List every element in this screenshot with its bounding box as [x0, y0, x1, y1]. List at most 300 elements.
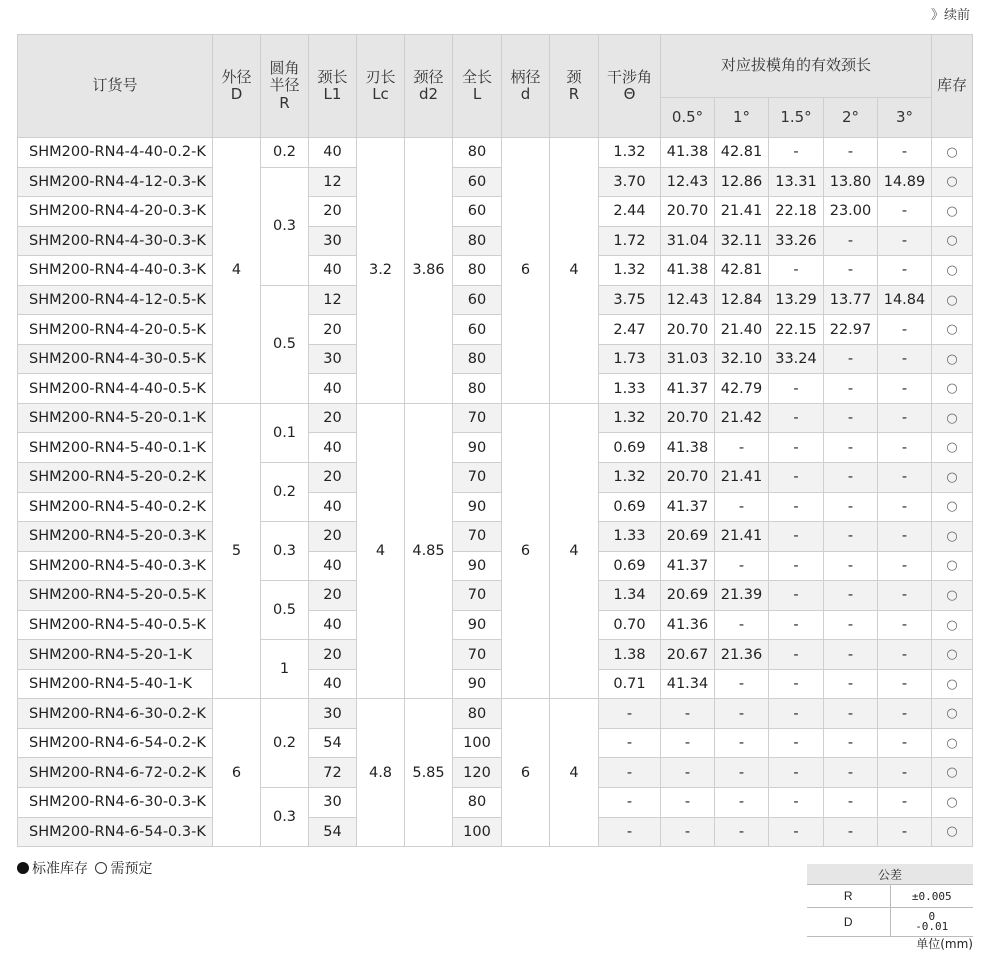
draft-length: 20.70	[661, 403, 715, 433]
table-row	[18, 138, 973, 168]
draft-length: -	[824, 817, 878, 847]
interference-angle: 1.34	[599, 581, 661, 611]
draft-length: 41.38	[661, 433, 715, 463]
corner-radius: 0.3	[261, 522, 309, 581]
interference-angle: -	[599, 699, 661, 729]
tolerance-value-r: ±0.005	[890, 885, 973, 908]
interference-angle: -	[599, 817, 661, 847]
draft-length: -	[878, 315, 932, 345]
overall-length: 100	[453, 817, 502, 847]
table-row	[18, 758, 973, 788]
draft-length: 21.42	[715, 403, 769, 433]
draft-length: -	[824, 226, 878, 256]
stock-status: ○	[932, 817, 973, 847]
order-code: SHM200-RN4-5-40-0.5-K	[18, 610, 213, 640]
draft-length: -	[769, 788, 824, 818]
draft-length: -	[878, 669, 932, 699]
neck-length: 20	[309, 581, 357, 611]
header-outer-diameter: 外径 D	[213, 35, 261, 138]
draft-length: -	[824, 256, 878, 286]
draft-length: -	[769, 669, 824, 699]
order-code: SHM200-RN4-4-40-0.2-K	[18, 138, 213, 168]
order-code: SHM200-RN4-5-40-1-K	[18, 669, 213, 699]
corner-radius: 0.1	[261, 403, 309, 462]
draft-length: -	[878, 197, 932, 227]
draft-length: -	[715, 433, 769, 463]
draft-length: -	[769, 433, 824, 463]
order-code: SHM200-RN4-4-40-0.3-K	[18, 256, 213, 286]
corner-radius: 1	[261, 640, 309, 699]
neck-length: 40	[309, 433, 357, 463]
draft-length: -	[824, 758, 878, 788]
draft-length: -	[824, 522, 878, 552]
overall-length: 80	[453, 138, 502, 168]
draft-length: 13.80	[824, 167, 878, 197]
neck-length: 12	[309, 285, 357, 315]
table-row	[18, 640, 973, 670]
table-row	[18, 522, 973, 552]
draft-length: 32.10	[715, 344, 769, 374]
draft-length: -	[878, 256, 932, 286]
draft-length: 21.40	[715, 315, 769, 345]
interference-angle: 1.32	[599, 403, 661, 433]
draft-length: -	[878, 610, 932, 640]
stock-status: ○	[932, 256, 973, 286]
tolerance-key-r: R	[807, 885, 890, 908]
table-row	[18, 551, 973, 581]
overall-length: 90	[453, 610, 502, 640]
draft-length: 12.86	[715, 167, 769, 197]
draft-length: -	[878, 788, 932, 818]
draft-length: -	[878, 551, 932, 581]
stock-status: ○	[932, 758, 973, 788]
overall-length: 90	[453, 492, 502, 522]
draft-length: -	[878, 817, 932, 847]
neck-length: 40	[309, 138, 357, 168]
draft-length: -	[769, 138, 824, 168]
overall-length: 90	[453, 433, 502, 463]
draft-length: 41.37	[661, 374, 715, 404]
draft-length: -	[878, 433, 932, 463]
overall-length: 100	[453, 728, 502, 758]
tolerance-upper: 0	[928, 909, 936, 923]
product-spec-table	[17, 34, 973, 847]
overall-length: 70	[453, 403, 502, 433]
neck-length: 20	[309, 315, 357, 345]
interference-angle: -	[599, 788, 661, 818]
order-code: SHM200-RN4-5-20-0.3-K	[18, 522, 213, 552]
interference-angle: 1.32	[599, 463, 661, 493]
stock-status: ○	[932, 433, 973, 463]
interference-angle: 1.32	[599, 138, 661, 168]
draft-length: 22.15	[769, 315, 824, 345]
draft-length: -	[824, 374, 878, 404]
order-code: SHM200-RN4-4-20-0.3-K	[18, 197, 213, 227]
draft-length: 31.03	[661, 344, 715, 374]
stock-status: ○	[932, 138, 973, 168]
shank-diameter: 6	[502, 699, 550, 847]
unit-label: 单位(mm)	[916, 937, 973, 951]
neck-diameter: 4.85	[405, 403, 453, 698]
stock-status: ○	[932, 374, 973, 404]
stock-status: ○	[932, 581, 973, 611]
overall-length: 60	[453, 315, 502, 345]
draft-length: 41.37	[661, 551, 715, 581]
table-row	[18, 315, 973, 345]
draft-length: 41.38	[661, 138, 715, 168]
draft-length: 21.36	[715, 640, 769, 670]
draft-length: -	[715, 699, 769, 729]
draft-length: 14.84	[878, 285, 932, 315]
draft-length: -	[824, 463, 878, 493]
interference-angle: 0.69	[599, 492, 661, 522]
overall-length: 90	[453, 551, 502, 581]
stock-status: ○	[932, 788, 973, 818]
overall-length: 80	[453, 226, 502, 256]
order-code: SHM200-RN4-4-12-0.5-K	[18, 285, 213, 315]
interference-angle: 0.71	[599, 669, 661, 699]
draft-length: -	[824, 699, 878, 729]
neck-length: 20	[309, 463, 357, 493]
neck-length: 30	[309, 699, 357, 729]
table-row	[18, 167, 973, 197]
draft-length: -	[769, 374, 824, 404]
draft-length: -	[715, 788, 769, 818]
overall-length: 80	[453, 699, 502, 729]
neck-diameter: 5.85	[405, 699, 453, 847]
neck-radius: 4	[550, 138, 599, 404]
draft-length: -	[878, 138, 932, 168]
stock-status: ○	[932, 226, 973, 256]
overall-length: 120	[453, 758, 502, 788]
table-row	[18, 610, 973, 640]
draft-length: -	[878, 226, 932, 256]
draft-length: 20.67	[661, 640, 715, 670]
draft-length: 42.81	[715, 138, 769, 168]
table-row	[18, 788, 973, 818]
table-row	[18, 285, 973, 315]
draft-length: -	[715, 610, 769, 640]
draft-length: 42.79	[715, 374, 769, 404]
interference-angle: 1.33	[599, 522, 661, 552]
draft-length: -	[661, 758, 715, 788]
draft-length: 21.41	[715, 522, 769, 552]
draft-length: 12.84	[715, 285, 769, 315]
draft-length: 12.43	[661, 167, 715, 197]
stock-status: ○	[932, 197, 973, 227]
corner-radius: 0.5	[261, 285, 309, 403]
draft-length: -	[769, 492, 824, 522]
draft-length: 20.70	[661, 315, 715, 345]
order-code: SHM200-RN4-5-40-0.1-K	[18, 433, 213, 463]
draft-length: -	[878, 492, 932, 522]
order-code: SHM200-RN4-5-40-0.3-K	[18, 551, 213, 581]
neck-length: 30	[309, 788, 357, 818]
draft-length: 21.41	[715, 463, 769, 493]
tolerance-key-d: D	[807, 908, 890, 937]
interference-angle: 3.75	[599, 285, 661, 315]
overall-length: 60	[453, 197, 502, 227]
header-draft-angle: 2°	[824, 98, 878, 138]
draft-length: 20.69	[661, 522, 715, 552]
draft-length: -	[878, 403, 932, 433]
table-row	[18, 581, 973, 611]
interference-angle: -	[599, 758, 661, 788]
draft-length: 32.11	[715, 226, 769, 256]
draft-length: -	[769, 640, 824, 670]
draft-length: 20.69	[661, 581, 715, 611]
header-shank-diameter: 柄径 d	[502, 35, 550, 138]
neck-length: 12	[309, 167, 357, 197]
overall-length: 70	[453, 463, 502, 493]
draft-length: -	[878, 344, 932, 374]
draft-length: -	[878, 640, 932, 670]
stock-legend	[17, 858, 152, 878]
draft-length: -	[824, 551, 878, 581]
order-code: SHM200-RN4-4-30-0.5-K	[18, 344, 213, 374]
continued-label: 》续前	[930, 8, 970, 23]
draft-length: 14.89	[878, 167, 932, 197]
outer-diameter: 6	[213, 699, 261, 847]
draft-length: 12.43	[661, 285, 715, 315]
draft-length: 41.34	[661, 669, 715, 699]
draft-length: -	[715, 551, 769, 581]
draft-length: -	[769, 610, 824, 640]
overall-length: 80	[453, 344, 502, 374]
draft-length: 22.97	[824, 315, 878, 345]
corner-radius: 0.3	[261, 167, 309, 285]
outer-diameter: 5	[213, 403, 261, 698]
draft-length: -	[661, 699, 715, 729]
tolerance-value-d	[890, 908, 973, 937]
table-row	[18, 728, 973, 758]
order-code: SHM200-RN4-6-72-0.2-K	[18, 758, 213, 788]
draft-length: 41.36	[661, 610, 715, 640]
neck-length: 72	[309, 758, 357, 788]
header-flute-length: 刃长 Lc	[357, 35, 405, 138]
stock-status: ○	[932, 551, 973, 581]
draft-length: -	[878, 699, 932, 729]
stock-status: ○	[932, 344, 973, 374]
corner-radius: 0.5	[261, 581, 309, 640]
stock-status: ○	[932, 463, 973, 493]
draft-length: -	[769, 728, 824, 758]
overall-length: 60	[453, 285, 502, 315]
table-row	[18, 699, 973, 729]
open-circle-icon	[95, 862, 107, 874]
legend-standard-stock: 标准库存	[32, 861, 88, 877]
draft-length: 42.81	[715, 256, 769, 286]
draft-length: -	[715, 492, 769, 522]
neck-radius: 4	[550, 403, 599, 698]
stock-status: ○	[932, 610, 973, 640]
overall-length: 80	[453, 374, 502, 404]
stock-status: ○	[932, 728, 973, 758]
header-draft-angle: 3°	[878, 98, 932, 138]
interference-angle: 3.70	[599, 167, 661, 197]
draft-length: -	[769, 522, 824, 552]
neck-length: 40	[309, 551, 357, 581]
draft-length: -	[824, 138, 878, 168]
table-row	[18, 463, 973, 493]
neck-length: 40	[309, 256, 357, 286]
draft-length: -	[824, 344, 878, 374]
draft-length: -	[824, 728, 878, 758]
interference-angle: 1.33	[599, 374, 661, 404]
outer-diameter: 4	[213, 138, 261, 404]
draft-length: -	[824, 403, 878, 433]
draft-length: 41.38	[661, 256, 715, 286]
interference-angle: 1.32	[599, 256, 661, 286]
interference-angle: 0.70	[599, 610, 661, 640]
draft-length: -	[715, 817, 769, 847]
draft-length: 31.04	[661, 226, 715, 256]
header-neck-diameter: 颈径 d2	[405, 35, 453, 138]
draft-length: -	[661, 728, 715, 758]
header-interference-angle: 干涉角 Θ	[599, 35, 661, 138]
tolerance-title: 公差	[807, 864, 973, 885]
draft-length: -	[824, 610, 878, 640]
draft-length: -	[878, 522, 932, 552]
draft-length: -	[824, 433, 878, 463]
draft-length: -	[769, 817, 824, 847]
flute-length: 4.8	[357, 699, 405, 847]
table-row	[18, 817, 973, 847]
header-draft-effective-length: 对应拔模角的有效颈长	[661, 35, 932, 98]
table-row	[18, 492, 973, 522]
overall-length: 60	[453, 167, 502, 197]
interference-angle: 1.73	[599, 344, 661, 374]
header-draft-angle: 0.5°	[661, 98, 715, 138]
stock-status: ○	[932, 640, 973, 670]
order-code: SHM200-RN4-4-12-0.3-K	[18, 167, 213, 197]
order-code: SHM200-RN4-6-30-0.2-K	[18, 699, 213, 729]
table-row	[18, 403, 973, 433]
neck-length: 20	[309, 197, 357, 227]
flute-length: 4	[357, 403, 405, 698]
order-code: SHM200-RN4-6-54-0.3-K	[18, 817, 213, 847]
neck-radius: 4	[550, 699, 599, 847]
draft-length: -	[769, 463, 824, 493]
order-code: SHM200-RN4-5-40-0.2-K	[18, 492, 213, 522]
neck-diameter: 3.86	[405, 138, 453, 404]
order-code: SHM200-RN4-5-20-1-K	[18, 640, 213, 670]
stock-status: ○	[932, 403, 973, 433]
draft-length: -	[878, 463, 932, 493]
stock-status: ○	[932, 315, 973, 345]
neck-length: 54	[309, 817, 357, 847]
order-code: SHM200-RN4-4-40-0.5-K	[18, 374, 213, 404]
tolerance-lower: -0.01	[915, 919, 949, 933]
draft-length: 20.70	[661, 197, 715, 227]
draft-length: -	[878, 728, 932, 758]
neck-length: 30	[309, 226, 357, 256]
header-draft-angle: 1.5°	[769, 98, 824, 138]
tolerance-table	[807, 864, 973, 937]
draft-length: -	[661, 788, 715, 818]
interference-angle: 2.44	[599, 197, 661, 227]
corner-radius: 0.2	[261, 463, 309, 522]
draft-length: 13.77	[824, 285, 878, 315]
header-neck-radius: 颈 R	[550, 35, 599, 138]
stock-status: ○	[932, 492, 973, 522]
filled-circle-icon	[17, 862, 29, 874]
draft-length: -	[769, 256, 824, 286]
draft-length: 22.18	[769, 197, 824, 227]
order-code: SHM200-RN4-5-20-0.2-K	[18, 463, 213, 493]
table-row	[18, 226, 973, 256]
table-row	[18, 433, 973, 463]
overall-length: 70	[453, 522, 502, 552]
draft-length: 23.00	[824, 197, 878, 227]
table-row	[18, 344, 973, 374]
stock-status: ○	[932, 669, 973, 699]
draft-length: -	[715, 728, 769, 758]
neck-length: 54	[309, 728, 357, 758]
draft-length: -	[769, 758, 824, 788]
draft-length: -	[661, 817, 715, 847]
draft-length: -	[878, 581, 932, 611]
draft-length: 21.39	[715, 581, 769, 611]
neck-length: 40	[309, 492, 357, 522]
table-row	[18, 197, 973, 227]
draft-length: 33.26	[769, 226, 824, 256]
neck-length: 20	[309, 522, 357, 552]
draft-length: 13.31	[769, 167, 824, 197]
overall-length: 80	[453, 788, 502, 818]
draft-length: 33.24	[769, 344, 824, 374]
draft-length: -	[715, 758, 769, 788]
order-code: SHM200-RN4-6-54-0.2-K	[18, 728, 213, 758]
overall-length: 70	[453, 640, 502, 670]
corner-radius: 0.2	[261, 138, 309, 168]
table-row	[18, 669, 973, 699]
stock-status: ○	[932, 285, 973, 315]
draft-length: -	[878, 374, 932, 404]
header-overall-length: 全长 L	[453, 35, 502, 138]
order-code: SHM200-RN4-5-20-0.1-K	[18, 403, 213, 433]
header-draft-angle: 1°	[715, 98, 769, 138]
neck-length: 30	[309, 344, 357, 374]
draft-length: -	[769, 699, 824, 729]
interference-angle: 0.69	[599, 551, 661, 581]
draft-length: -	[769, 551, 824, 581]
interference-angle: 0.69	[599, 433, 661, 463]
legend-order-required: 需预定	[110, 861, 153, 877]
neck-length: 40	[309, 669, 357, 699]
draft-length: -	[824, 492, 878, 522]
header-neck-length: 颈长 L1	[309, 35, 357, 138]
neck-length: 40	[309, 374, 357, 404]
interference-angle: 1.38	[599, 640, 661, 670]
interference-angle: -	[599, 728, 661, 758]
flute-length: 3.2	[357, 138, 405, 404]
stock-status: ○	[932, 522, 973, 552]
corner-radius: 0.3	[261, 788, 309, 847]
draft-length: -	[824, 581, 878, 611]
interference-angle: 1.72	[599, 226, 661, 256]
draft-length: -	[769, 403, 824, 433]
stock-status: ○	[932, 167, 973, 197]
draft-length: -	[824, 640, 878, 670]
order-code: SHM200-RN4-4-30-0.3-K	[18, 226, 213, 256]
overall-length: 90	[453, 669, 502, 699]
order-code: SHM200-RN4-5-20-0.5-K	[18, 581, 213, 611]
draft-length: 41.37	[661, 492, 715, 522]
header-stock: 库存	[932, 35, 973, 138]
table-row	[18, 256, 973, 286]
neck-length: 40	[309, 610, 357, 640]
